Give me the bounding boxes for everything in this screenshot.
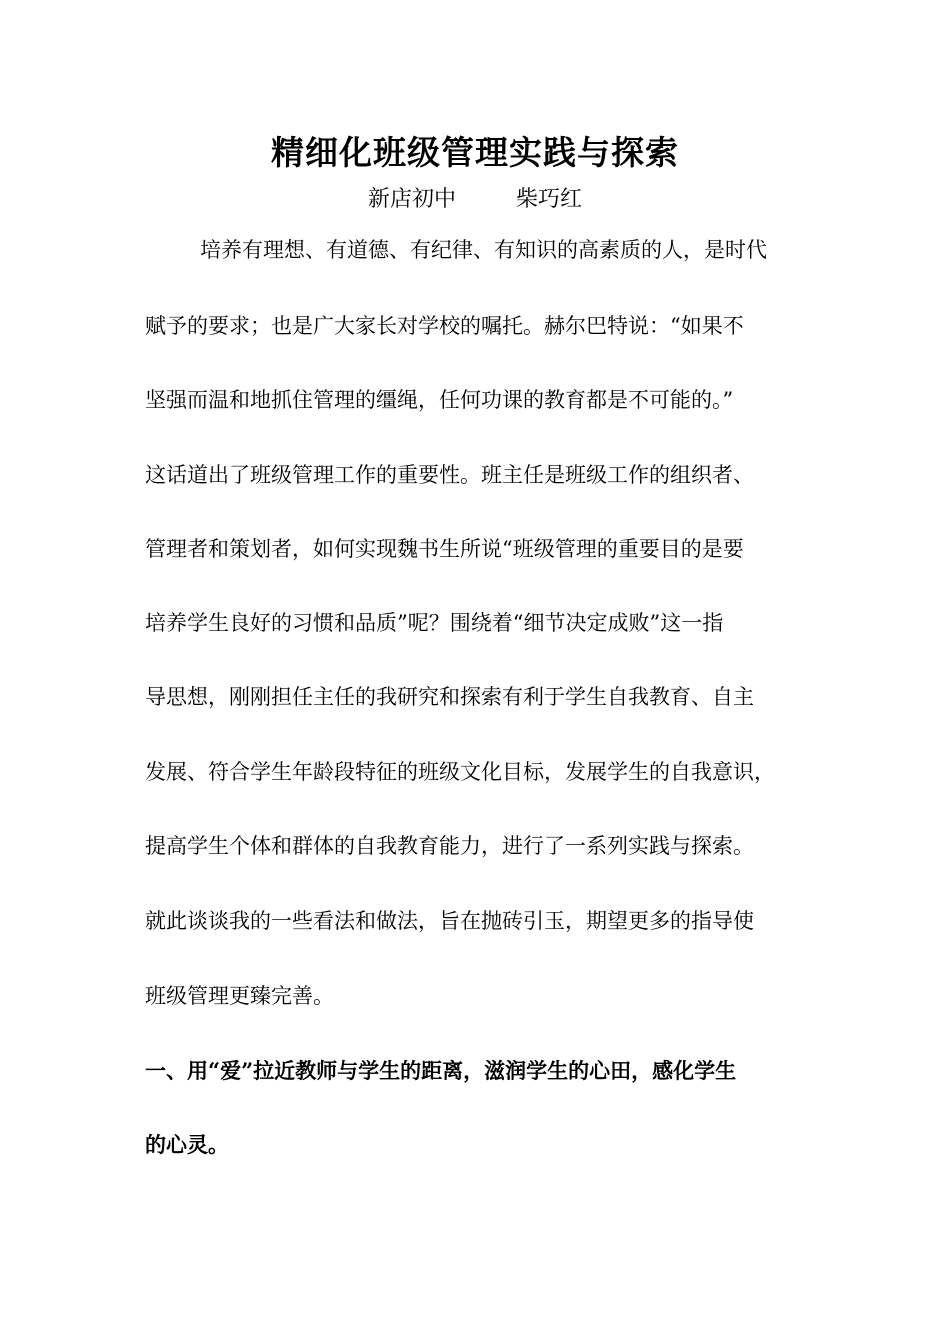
document-title: 精细化班级管理实践与探索 (271, 133, 679, 172)
paragraph-line: 培养有理想、有道德、有纪律、有知识的高素质的人，是时代 (200, 238, 767, 262)
paragraph-line: 就此谈谈我的一些看法和做法，旨在抛砖引玉，期望更多的指导使 (145, 909, 754, 933)
paragraph-line: 班级管理更臻完善。 (145, 984, 334, 1008)
paragraph-line: 这话道出了班级管理工作的重要性。班主任是班级工作的组织者、 (145, 463, 754, 487)
paragraph-line: 培养学生良好的习惯和品质”呢？围绕着“细节决定成败”这一指 (145, 611, 724, 635)
section-heading-line: 的心灵。 (145, 1132, 229, 1157)
paragraph-line: 导思想，刚刚担任主任的我研究和探索有利于学生自我教育、自主 (145, 685, 754, 709)
paragraph-line: 赋予的要求；也是广大家长对学校的嘱托。赫尔巴特说：“如果不 (145, 314, 744, 338)
paragraph-line: 坚强而温和地抓住管理的缰绳，任何功课的教育都是不可能的。” (145, 388, 734, 412)
section-heading-line: 一、用“爱”拉近教师与学生的距离，滋润学生的心田，感化学生 (145, 1058, 737, 1083)
author-name: 柴巧红 (516, 187, 583, 212)
school-name: 新店初中 (367, 187, 456, 212)
paragraph-line: 管理者和策划者，如何实现魏书生所说“班级管理的重要目的是要 (145, 537, 744, 561)
paragraph-line: 提高学生个体和群体的自我教育能力，进行了一系列实践与探索。 (145, 834, 754, 858)
author-byline (0, 184, 950, 216)
paragraph-line: 发展、符合学生年龄段特征的班级文化目标，发展学生的自我意识， (145, 760, 775, 784)
